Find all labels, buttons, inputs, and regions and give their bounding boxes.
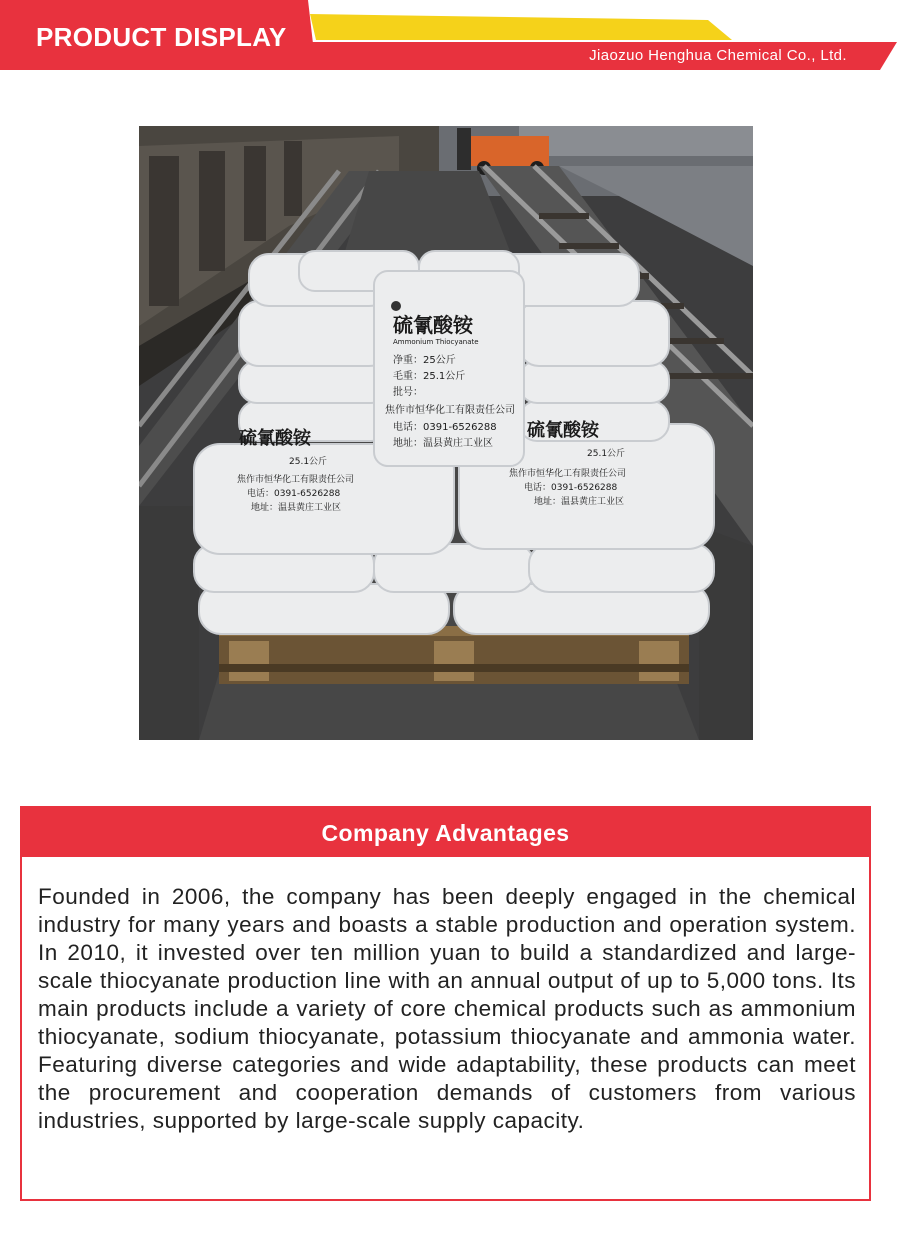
bag-main-gross-weight: 毛重：25.1公斤 xyxy=(393,371,466,382)
bag-left-weight: 25.1公斤 xyxy=(289,457,328,467)
bag-right-maker: 焦作市恒华化工有限责任公司 xyxy=(509,469,627,479)
bag-main-batch: 批号： xyxy=(393,387,423,398)
bag-right-phone: 电话：0391-6526288 xyxy=(524,483,618,493)
product-photo-scene xyxy=(139,126,753,740)
bag-main-phone: 电话：0391-6526288 xyxy=(393,422,497,433)
bag-left-address: 地址：温县黄庄工业区 xyxy=(251,503,342,513)
bag-main-name-en: Ammonium Thiocyanate xyxy=(393,338,479,346)
advantages-header xyxy=(22,808,869,857)
header-banner xyxy=(0,0,897,72)
company-name: Jiaozuo Henghua Chemical Co., Ltd. xyxy=(589,47,847,64)
advantages-body: Founded in 2006, the company has been deeply engaged in the chemical industry for many years and boasts a stable production and operation system. In 2010, it invested over ten million yuan to build a standardized and large-scale thiocyanate production line with an annual output of up to 5,000 tons. Its main products include a variety of core chemical products such as ammonium thiocyanate, sodium thiocyanate, potassium thiocyanate and ammonia water. Featuring diverse categories and wide adaptability, these products can meet the procurement and cooperation demands of customers from various industries, supported by large-scale supply capacity. xyxy=(38,884,856,1133)
bag-main-address: 地址：温县黄庄工业区 xyxy=(393,438,493,449)
advantages-title: Company Advantages xyxy=(321,820,570,846)
bag-main-name-cn: 硫氰酸铵 xyxy=(393,313,473,337)
bag-left-maker: 焦作市恒华化工有限责任公司 xyxy=(237,475,355,485)
advantages-panel xyxy=(20,806,871,1201)
product-photo xyxy=(139,126,753,740)
bag-main-net-weight: 净重：25公斤 xyxy=(393,355,456,366)
bag-right-address: 地址：温县黄庄工业区 xyxy=(534,497,625,507)
page-title: PRODUCT DISPLAY xyxy=(36,22,287,52)
bag-left-name-cn: 硫氰酸铵 xyxy=(239,428,311,449)
bag-right-weight: 25.1公斤 xyxy=(587,449,626,459)
yellow-stripe xyxy=(310,14,732,40)
bag-left-phone: 电话：0391-6526288 xyxy=(247,489,341,499)
bag-main-maker: 焦作市恒华化工有限责任公司 xyxy=(385,405,515,416)
bag-right-name-cn: 硫氰酸铵 xyxy=(527,420,599,441)
